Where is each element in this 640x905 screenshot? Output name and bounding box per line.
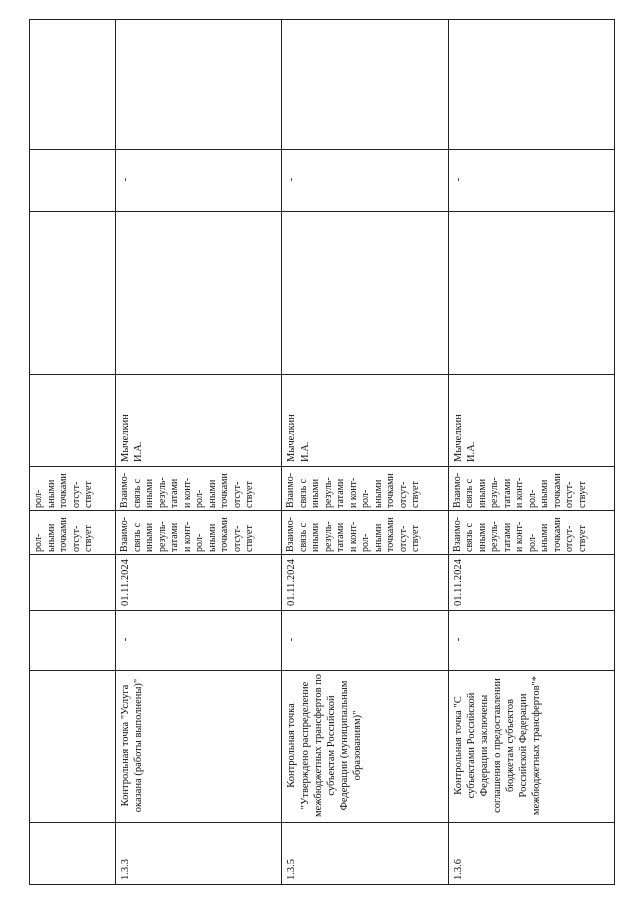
cell-dash1: -: [116, 611, 282, 671]
cell-name: Контрольная точка "С субъектами Российской Федерации заключены соглашения о предоставлении бюджетам субъектов Российской Федерации межбюджетных трансфертов"*: [448, 671, 614, 823]
cell-person: Мычелкин И.А.: [282, 375, 448, 467]
control-points-table: [29, 19, 615, 885]
cell-dash2: [30, 150, 116, 212]
cell-rel1: рол- ьными точками отсут- ствует: [30, 511, 116, 555]
cell-rel2: рол- ьными точками отсут- ствует: [30, 467, 116, 511]
cell-dash2: -: [282, 150, 448, 212]
cell-dash1: -: [448, 611, 614, 671]
cell-rel1: Взаимо- связь с иными резуль- татами и конт- рол- ьными точками отсут- ствует: [448, 511, 614, 555]
cell-rel2: Взаимо- связь с иными резуль- татами и конт- рол- ьными точками отсут- ствует: [448, 467, 614, 511]
cell-rel1: Взаимо- связь с иными резуль- татами и конт- рол- ьными точками отсут- ствует: [116, 511, 282, 555]
table-row: [116, 20, 282, 885]
cell-date: 01.11.2024: [282, 555, 448, 611]
cell-dash2: -: [448, 150, 614, 212]
cell-num: 1.3.6: [448, 823, 614, 885]
cell-date: 01.11.2024: [116, 555, 282, 611]
cell-person: [30, 375, 116, 467]
cell-date: [30, 555, 116, 611]
cell-empty: [116, 212, 282, 375]
cell-num: 1.3.3: [116, 823, 282, 885]
cell-num: [30, 823, 116, 885]
cell-name: Контрольная точка "Услуга оказана (работы выполнены)": [116, 671, 282, 823]
cell-empty: [30, 212, 116, 375]
cell-rel2: Взаимо- связь с иными резуль- татами и конт- рол- ьными точками отсут- ствует: [116, 467, 282, 511]
cell-name: Контрольная точка "Утверждено распределение межбюджетных трансфертов по субъектам Российской Федерации (муниципальным образованиям)": [282, 671, 448, 823]
cell-empty-last: [30, 20, 116, 150]
cell-empty-last: [282, 20, 448, 150]
cell-empty-last: [448, 20, 614, 150]
cell-num: 1.3.5: [282, 823, 448, 885]
cell-date: 01.11.2024: [448, 555, 614, 611]
cell-dash2: -: [116, 150, 282, 212]
table-row: [282, 20, 448, 885]
cell-person: Мычелкин И.А.: [116, 375, 282, 467]
cell-dash1: [30, 611, 116, 671]
cell-name: [30, 671, 116, 823]
cell-empty: [282, 212, 448, 375]
cell-rel1: Взаимо- связь с иными резуль- татами и конт- рол- ьными точками отсут- ствует: [282, 511, 448, 555]
cell-empty-last: [116, 20, 282, 150]
rotated-table-wrapper: [29, 20, 615, 885]
cell-rel2: Взаимо- связь с иными резуль- татами и конт- рол- ьными точками отсут- ствует: [282, 467, 448, 511]
cell-dash1: -: [282, 611, 448, 671]
cell-person: Мычелкин И.А.: [448, 375, 614, 467]
table-row: [448, 20, 614, 885]
cell-empty: [448, 212, 614, 375]
table-row: [30, 20, 116, 885]
